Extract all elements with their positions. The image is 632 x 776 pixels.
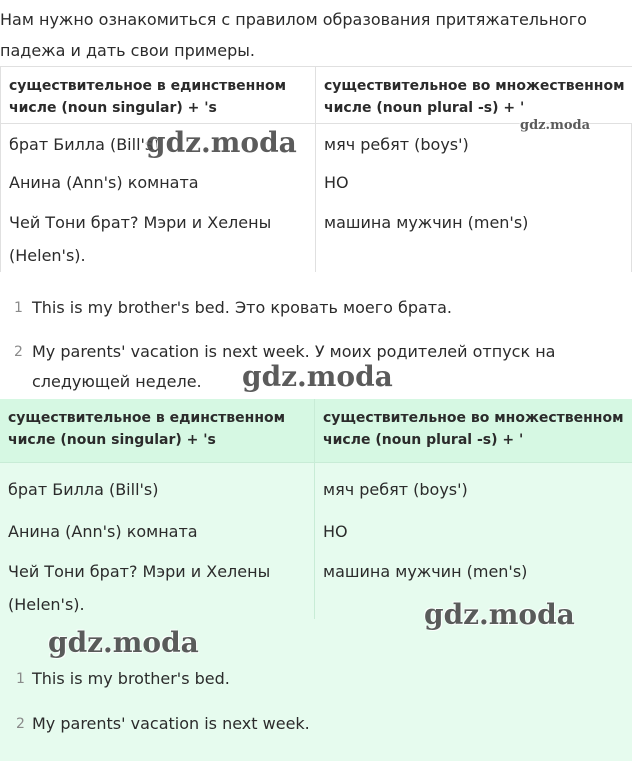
- table-header-plural: существительное во множественном числе (noun plural -s) + ': [315, 399, 632, 463]
- watermark: gdz.moda: [146, 126, 297, 159]
- list-item-number: 1: [14, 300, 23, 316]
- list-item-number: 2: [16, 716, 25, 732]
- table-cell: брат Билла (Bill's): [1, 124, 316, 166]
- list-item: [0, 709, 632, 739]
- intro-text: Нам нужно ознакомиться с правилом образования притяжательного падежа и дать свои примеры.: [0, 10, 587, 60]
- list-item: [0, 293, 632, 323]
- table-header-singular: существительное в единственном числе (noun singular) + 's: [0, 399, 315, 463]
- watermark: gdz.moda: [242, 360, 393, 393]
- list-item-number: 2: [14, 344, 23, 360]
- possessive-table: [0, 66, 632, 272]
- table-cell: НО: [324, 173, 349, 192]
- list-item-number: 1: [16, 671, 25, 687]
- table-cell: Чей Тони брат? Мэри и Хелены (Helen's).: [0, 555, 315, 619]
- watermark: gdz.moda: [424, 598, 575, 631]
- table-header-singular: существительное в единственном числе (noun singular) + 's: [1, 66, 316, 124]
- list-item-text: This is my brother's bed.: [32, 669, 230, 688]
- table-cell: мяч ребят (boys'): [323, 480, 468, 499]
- table-cell: машина мужчин (men's): [324, 213, 529, 232]
- answer-possessive-table: [0, 399, 632, 619]
- table-cell: мяч ребят (boys'): [324, 135, 469, 154]
- list-item-text: My parents' vacation is next week.: [32, 714, 310, 733]
- table-cell: Анина (Ann's) комната: [1, 166, 316, 206]
- table-header-plural: существительное во множественном числе (noun plural -s) + ': [316, 66, 632, 124]
- table-cell: Анина (Ann's) комната: [0, 511, 315, 555]
- table-cell: машина мужчин (men's): [323, 562, 528, 581]
- watermark: gdz.moda: [48, 626, 199, 659]
- table-cell: брат Билла (Bill's): [0, 463, 315, 511]
- table-cell: НО: [323, 522, 348, 541]
- list-item-text: This is my brother's bed. Это кровать моего брата.: [32, 298, 453, 317]
- answer-examples-list: [0, 664, 632, 739]
- watermark: gdz.moda: [520, 118, 591, 133]
- list-item-text: My parents' vacation is next week. У моих родителей отпуск на следующей неделе.: [32, 342, 556, 391]
- list-item: [0, 664, 632, 694]
- table-cell: Чей Тони брат? Мэри и Хелены (Helen's).: [1, 206, 316, 272]
